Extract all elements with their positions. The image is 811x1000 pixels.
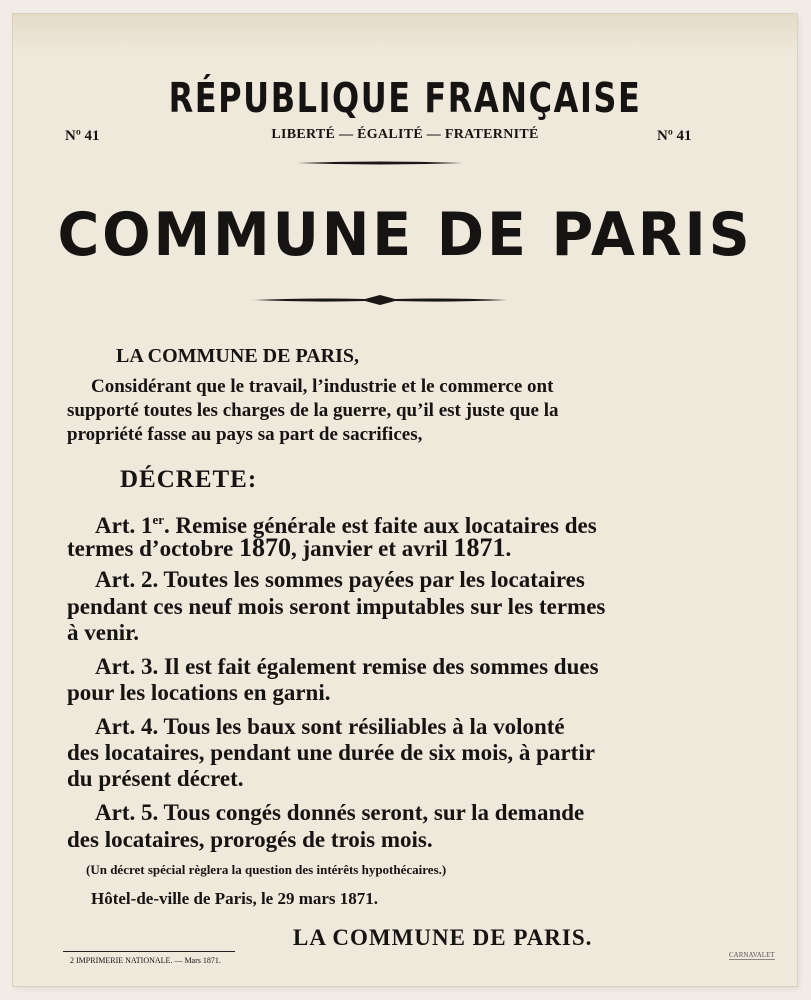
printer-divider [63, 951, 235, 952]
footnote: (Un décret spécial règlera la question des intérêts hypothécaires.) [86, 862, 447, 877]
article-1-year: 1870 [239, 533, 292, 562]
decree-heading: DÉCRETE: [120, 466, 258, 493]
article-1-text: . Remise générale est faite aux locataires des [164, 513, 597, 538]
article-4-line: Art. 4. Tous les baux sont résiliables à la volonté [95, 714, 565, 739]
national-motto: LIBERTÉ — ÉGALITÉ — FRATERNITÉ [271, 127, 539, 142]
article-1-year: 1871 [453, 533, 506, 562]
preamble-title: LA COMMUNE DE PARIS, [116, 345, 359, 367]
article-3-line: pour les locations en garni. [67, 680, 331, 705]
republic-title: RÉPUBLIQUE FRANÇAISE [168, 74, 642, 122]
place-date: Hôtel-de-ville de Paris, le 29 mars 1871. [91, 889, 379, 908]
article-1-ordinal: er [152, 512, 165, 527]
preamble-line: propriété fasse au pays sa part de sacrifices, [67, 424, 423, 445]
article-1-text: , janvier et avril [291, 536, 454, 561]
ornamental-rule-top [297, 160, 463, 166]
signature: LA COMMUNE DE PARIS. [293, 925, 593, 950]
archive-stamp: CARNAVALET [729, 951, 775, 959]
preamble-line: Considérant que le travail, l’industrie et le commerce ont [91, 376, 554, 397]
article-2-line: pendant ces neuf mois seront imputables sur les termes [67, 594, 606, 619]
article-4-line: des locataires, pendant une durée de six mois, à partir [67, 740, 595, 765]
article-1-text: . [505, 536, 512, 561]
article-3-line: Art. 3. Il est fait également remise des sommes dues [95, 654, 599, 679]
printer-imprint: 2 IMPRIMERIE NATIONALE. — Mars 1871. [70, 956, 221, 965]
preamble-line: supporté toutes les charges de la guerre, qu’il est juste que la [67, 400, 559, 421]
main-title: COMMUNE DE PARIS [57, 200, 753, 270]
article-1-line [67, 534, 511, 562]
article-1-text: termes d’octobre [67, 536, 240, 561]
article-1-prefix: Art. 1 [95, 513, 153, 538]
ornamental-rule-bottom [253, 294, 507, 306]
poster-sheet [13, 14, 797, 986]
article-2-line: Art. 2. Toutes les sommes payées par les locataires [95, 567, 585, 592]
article-2-line: à venir. [67, 620, 139, 645]
article-5-line: des locataires, prorogés de trois mois. [67, 827, 433, 852]
article-5-line: Art. 5. Tous congés donnés seront, sur la demande [95, 800, 585, 825]
article-4-line: du présent décret. [67, 766, 244, 791]
poster-number-left: Nº 41 [65, 128, 100, 144]
poster-number-right: Nº 41 [657, 128, 692, 144]
